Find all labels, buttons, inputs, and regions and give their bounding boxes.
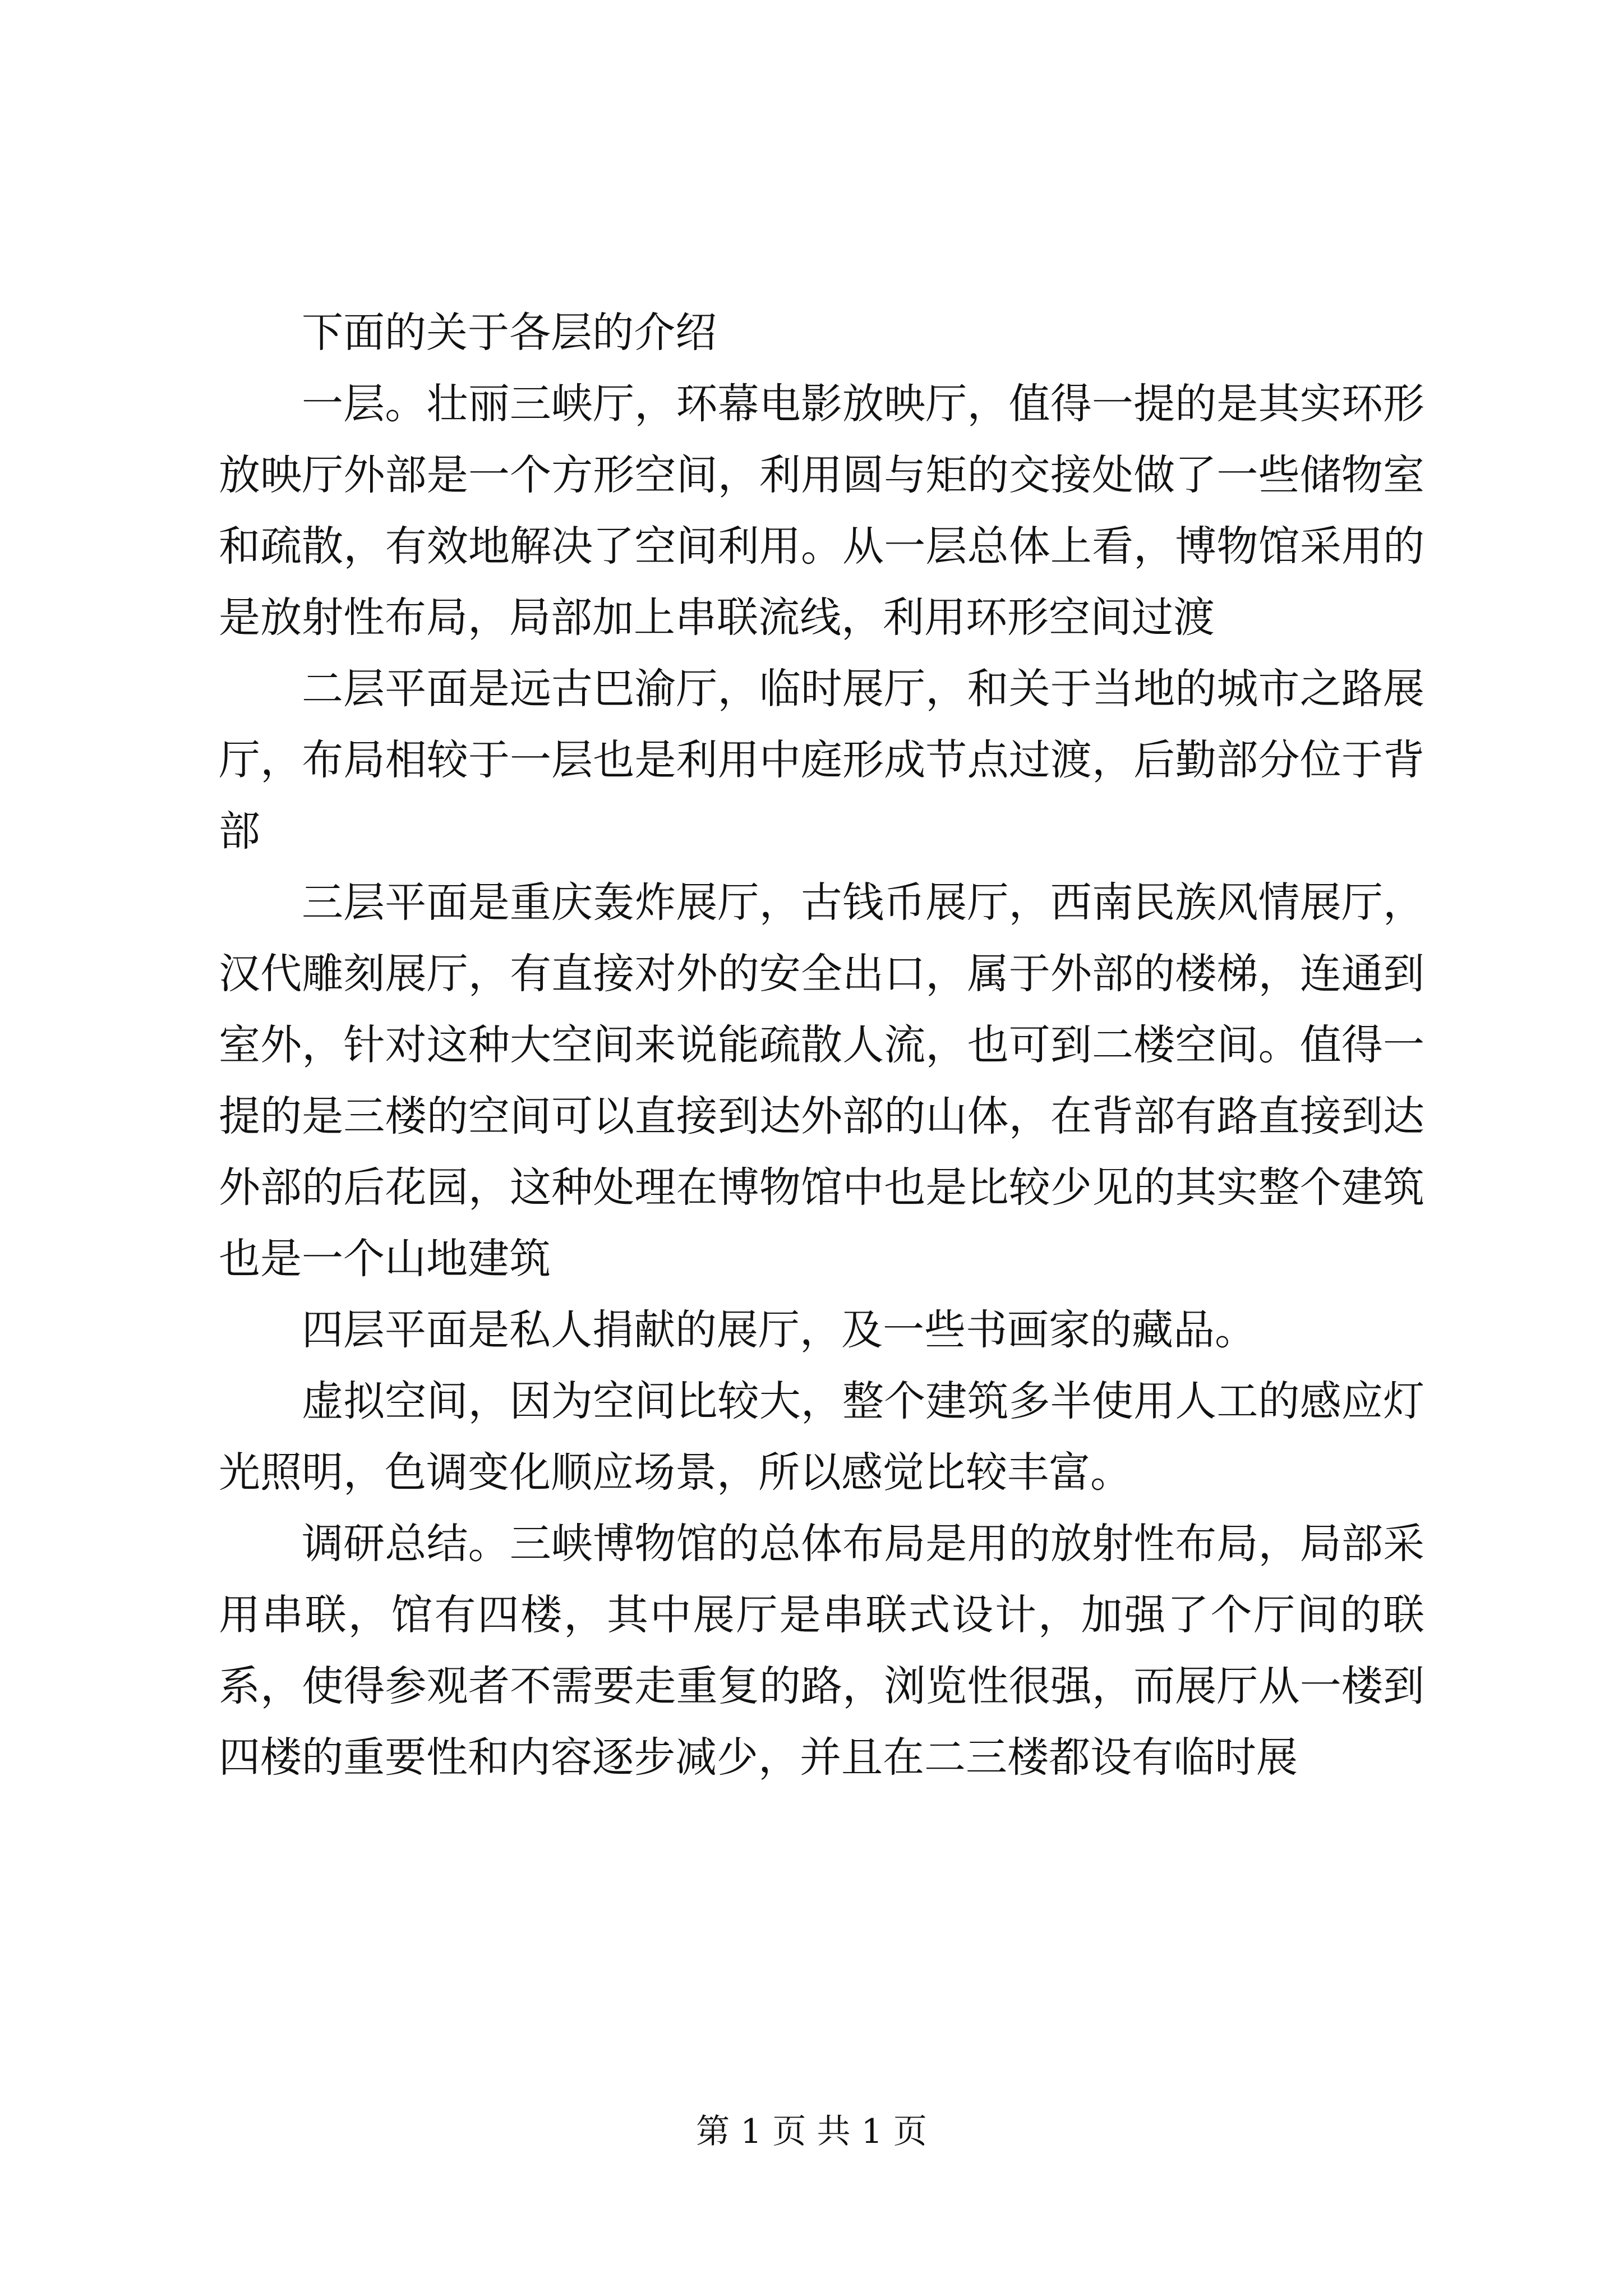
paragraph-summary: 调研总结。三峡博物馆的总体布局是用的放射性布局，局部采用串联，馆有四楼，其中展厅是串联式设计，加强了个厅间的联系，使得参观者不需要走重复的路，浏览性很强，而展厅从一楼到四楼的重要性和内容逐步减少，并且在二三楼都设有临时展 <box>219 1520 1424 1782</box>
paragraph-floor-4: 四层平面是私人捐献的展厅，及一些书画家的藏品。 <box>302 1306 1256 1354</box>
paragraph-floor-2: 二层平面是远古巴渝厅，临时展厅，和关于当地的城市之路展厅，布局相较于一层也是利用中庭形成节点过渡，后勤部分位于背部 <box>219 665 1424 855</box>
paragraph-intro-heading: 下面的关于各层的介绍 <box>302 309 717 357</box>
document-body <box>219 297 1424 1793</box>
page-footer: 第 1 页 共 1 页 <box>696 2112 927 2151</box>
paragraph-virtual-space: 虚拟空间，因为空间比较大，整个建筑多半使用人工的感应灯光照明，色调变化顺应场景，所以感觉比较丰富。 <box>219 1377 1424 1497</box>
paragraph-floor-1: 一层。壮丽三峡厅，环幕电影放映厅，值得一提的是其实环形放映厅外部是一个方形空间，利用圆与矩的交接处做了一些储物室和疏散，有效地解决了空间利用。从一层总体上看，博物馆采用的是放射性布局，局部加上串联流线，利用环形空间过渡 <box>219 380 1424 642</box>
paragraph-floor-3: 三层平面是重庆轰炸展厅，古钱币展厅，西南民族风情展厅，汉代雕刻展厅，有直接对外的安全出口，属于外部的楼梯，连通到室外，针对这种大空间来说能疏散人流，也可到二楼空间。值得一提的是三楼的空间可以直接到达外部的山体，在背部有路直接到达外部的后花园，这种处理在博物馆中也是比较少见的其实整个建筑也是一个山地建筑 <box>219 878 1424 1283</box>
